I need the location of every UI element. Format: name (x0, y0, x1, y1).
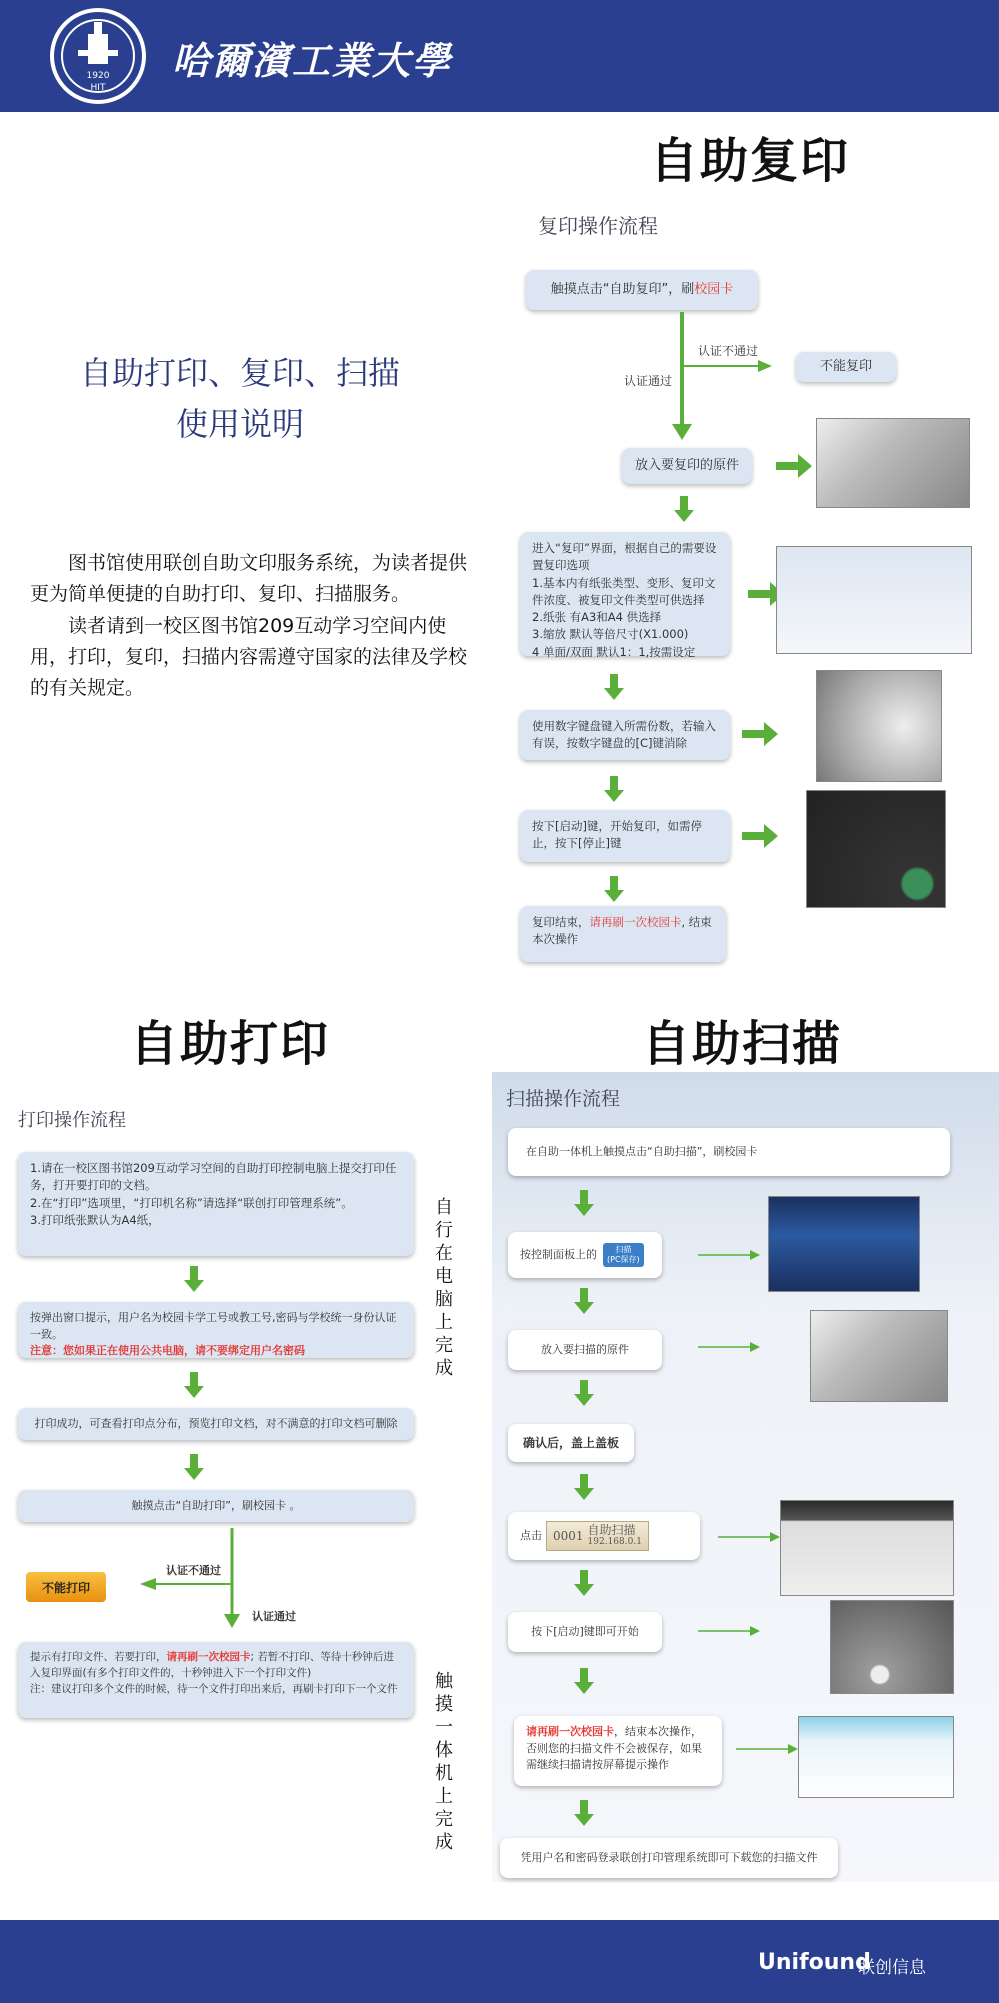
seal-abbrev: HIT (90, 83, 106, 93)
copy-no-copy: 不能复印 (796, 352, 896, 382)
control-panel-photo (806, 790, 946, 908)
scan-step7-text: ，结束本次操作，否则您的扫描文件不会被保存，如果需继续扫描请按屏幕提示操作 (526, 1725, 702, 1771)
print-step2 (18, 1302, 414, 1358)
university-seal-logo (48, 6, 148, 106)
scan-step5 (508, 1512, 700, 1560)
scan-select-screen-photo (780, 1500, 954, 1596)
green-arrow-right-icon (742, 824, 778, 848)
scan-glass-photo (810, 1310, 948, 1402)
no-print-badge: 不能打印 (26, 1572, 106, 1602)
copy-title: 自助复印 (650, 133, 851, 189)
copy-step2: 放入要复印的原件 (622, 448, 752, 484)
green-arrow-down-icon (184, 1266, 204, 1292)
university-name: 哈爾濱工業大學 (172, 38, 453, 83)
copy-step1-text: 触摸点击“自助复印”，刷 (550, 282, 695, 298)
header-banner (0, 0, 999, 112)
print-step1: 1.请在一校区图书馆209互动学习空间的自助打印控制电脑上提交打印任务，打开要打印的文档。 2.在“打印”选项里，“打印机名称”请选择“联创打印管理系统”。 3.打印纸张默认为A4纸， (18, 1152, 414, 1256)
scan-step7 (514, 1716, 722, 1786)
thin-arrow-right-icon (736, 1742, 800, 1756)
green-arrow-down-icon (574, 1570, 594, 1596)
copy-step5: 按下[启动]键，开始复印，如需停止，按下[停止]键 (520, 810, 730, 862)
green-arrow-down-icon (574, 1190, 594, 1216)
print-auth-fail-label: 认证不通过 (166, 1564, 221, 1577)
copy-settings-screen-photo (776, 546, 972, 654)
seal-year: 1920 (86, 71, 110, 81)
scan-btn-label: 自助扫描 (587, 1523, 636, 1538)
copy-step6-suffix: , 结束本次操作 (532, 915, 712, 947)
print-step5 (18, 1642, 414, 1718)
print-auth-arrows (140, 1528, 248, 1632)
print-flow-title: 打印操作流程 (18, 1110, 126, 1131)
scan-step4: 确认后，盖上盖板 (508, 1424, 634, 1462)
green-arrow-down-icon (574, 1800, 594, 1826)
scan-title: 自助扫描 (642, 1016, 843, 1072)
thin-arrow-right-icon (698, 1340, 762, 1354)
copy-auth-arrows (660, 312, 780, 442)
intro-para2: 读者请到一校区图书馆209互动学习空间内使用，打印，复印，扫描内容需遵守国家的法律及学校的有关规定。 (30, 614, 468, 700)
green-arrow-down-icon (604, 776, 624, 802)
scan-step2-text: 按控制面板上的 (520, 1247, 597, 1261)
scan-pc-save-button: 扫描 (PC保存) (603, 1243, 644, 1266)
print-side-label-2: 触摸一体机上完成 (435, 1671, 453, 1854)
copy-step1-red: 校园卡 (694, 282, 734, 298)
green-arrow-down-icon (574, 1380, 594, 1406)
copy-step6-red: 请再刷一次校园卡 (589, 915, 682, 929)
print-side-label-1: 自行在电脑上完成 (435, 1197, 453, 1380)
scan-step7-red: 请再刷一次校园卡 (526, 1725, 614, 1738)
scan-btn-number: 0001 (553, 1528, 584, 1543)
scan-screen-photo (768, 1196, 920, 1292)
green-arrow-down-icon (574, 1668, 594, 1694)
keypad-photo (816, 670, 942, 782)
copy-step6-text: 复印结束， (532, 915, 590, 929)
print-step5-red: 请再刷一次校园卡 (166, 1651, 251, 1663)
print-title: 自助打印 (130, 1016, 331, 1072)
intro-para1: 图书馆使用联创自助文印服务系统，为读者提供更为简单便捷的自助打印、复印、扫描服务。 (30, 552, 468, 606)
print-step2-text: 按弹出窗口提示，用户名为校园卡学工号或教工号,密码与学校统一身份认证一致。 (30, 1311, 397, 1341)
thin-arrow-right-icon (698, 1248, 762, 1262)
scan-step5-text: 点击 (520, 1528, 542, 1542)
green-arrow-down-icon (574, 1288, 594, 1314)
thin-arrow-right-icon (698, 1624, 762, 1638)
copy-auth-pass-label: 认证通过 (624, 374, 673, 388)
green-arrow-down-icon (604, 876, 624, 902)
intro-text (30, 548, 480, 705)
scan-step2 (508, 1232, 662, 1278)
copy-flow-title: 复印操作流程 (538, 214, 658, 238)
scan-btn-ip: 192.168.0.1 (587, 1536, 642, 1547)
scan-finish-screen-photo (798, 1716, 954, 1798)
usage-title-line2: 使用说明 (175, 405, 304, 444)
green-arrow-down-icon (184, 1454, 204, 1480)
copy-auth-fail-label: 认证不通过 (698, 344, 759, 358)
green-arrow-down-icon (604, 674, 624, 700)
print-auth-pass-label: 认证通过 (252, 1610, 296, 1623)
brand-logo: Unifound (758, 1950, 871, 1975)
green-arrow-right-icon (742, 722, 778, 746)
scan-step3: 放入要扫描的原件 (508, 1330, 662, 1370)
green-arrow-down-icon (674, 496, 694, 522)
usage-title-line1: 自助打印、复印、扫描 (79, 354, 400, 392)
scan-step8: 凭用户名和密码登录联创打印管理系统即可下载您的扫描文件 (500, 1838, 838, 1878)
copy-step4: 使用数字键盘键入所需份数，若输入有误，按数字键盘的[C]键消除 (520, 710, 730, 760)
scan-self-service-button (546, 1521, 649, 1550)
print-step3: 打印成功，可查看打印点分布，预览打印文档，对不满意的打印文档可删除 (18, 1408, 414, 1440)
copier-glass-photo (816, 418, 970, 508)
print-step5-suffix: ; 若暂不打印、等待十秒钟后进入复印界面(有多个打印文件的，十秒钟进入下一个打印文件) 注：建议打印多个文件的时候，待一个文件打印出来后，再刷卡打印下一个文件 (30, 1651, 398, 1695)
copy-step1 (526, 270, 758, 310)
scan-step6: 按下[启动]键即可开始 (508, 1612, 662, 1652)
print-step5-text: 提示有打印文件、若要打印， (30, 1651, 167, 1663)
brand-chinese-name: 联创信息 (858, 1958, 926, 1978)
copy-step6 (520, 906, 726, 962)
print-step4: 触摸点击“自助打印”，刷校园卡 。 (18, 1490, 414, 1522)
green-arrow-right-icon (776, 454, 812, 478)
scan-step1: 在自助一体机上触摸点击“自助扫描”，刷校园卡 (508, 1128, 950, 1176)
print-step2-warning: 注意：您如果正在使用公共电脑，请不要绑定用户名密码 (30, 1344, 305, 1357)
green-arrow-down-icon (184, 1372, 204, 1398)
scan-keypad-photo (830, 1600, 954, 1694)
scan-flow-title: 扫描操作流程 (506, 1088, 621, 1110)
green-arrow-down-icon (574, 1474, 594, 1500)
thin-arrow-right-icon (718, 1530, 782, 1544)
copy-step3: 进入“复印”界面，根据自己的需要设置复印选项 1.基本内有纸张类型、变形、复印文件浓度、被复印文件类型可供选择 2.纸张 有A3和A4 供选择 3.缩放 默认等倍尺寸(X1.000) 4 单面/双面 默认1：1,按需设定 (520, 532, 730, 656)
usage-title (60, 348, 420, 450)
